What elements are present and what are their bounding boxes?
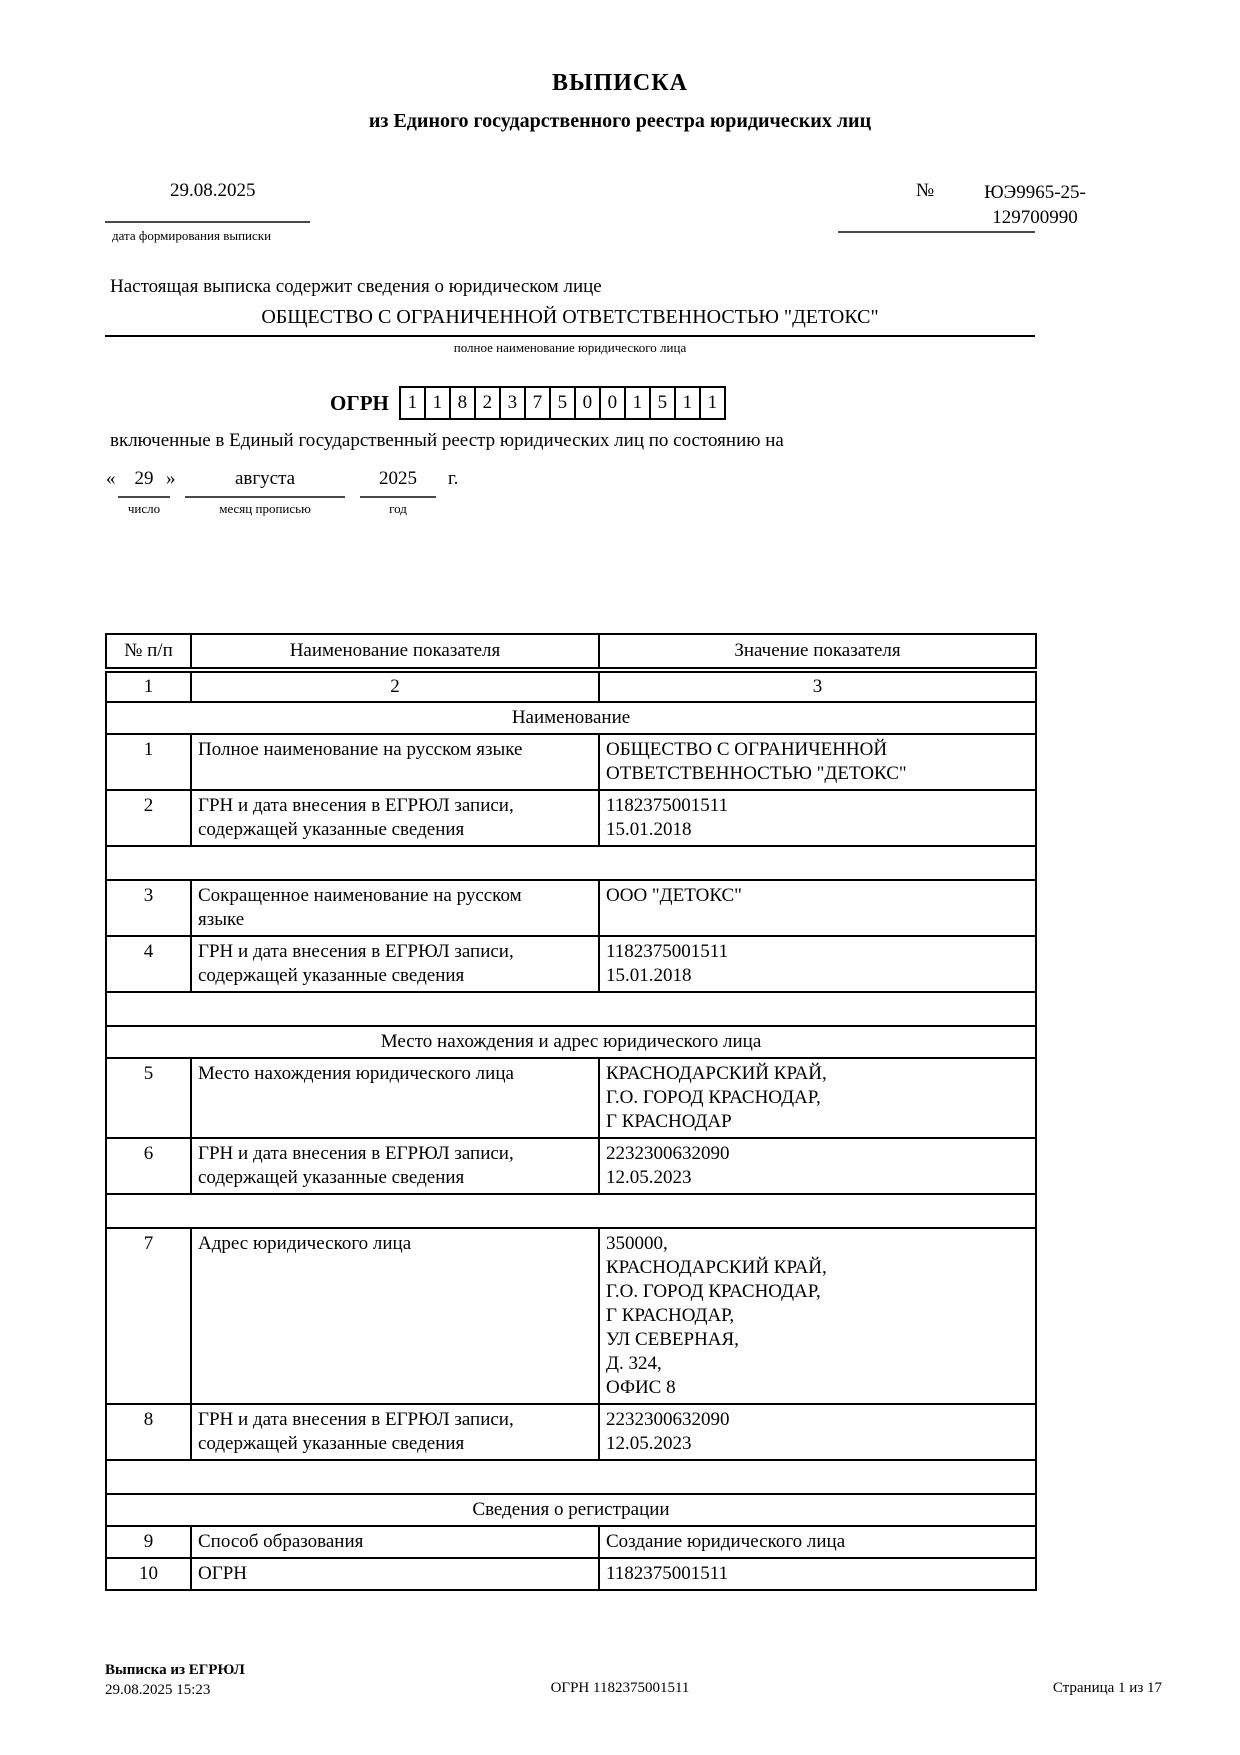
- row-number-cell: 6: [106, 1138, 191, 1194]
- table-row: [106, 790, 1036, 846]
- ogrn-digit-box: 1: [399, 386, 426, 420]
- date-day-label: число: [127, 501, 161, 516]
- ogrn-digit-box: 1: [674, 386, 701, 420]
- indicator-name-cell: [191, 1138, 599, 1194]
- indicators-table: [105, 633, 1037, 1591]
- included-text: включенные в Единый государственный реестр юридических лиц по состоянию на: [110, 430, 784, 451]
- cell-text-line: 1182375001511: [606, 941, 729, 962]
- formation-date: 29.08.2025: [170, 180, 256, 201]
- footer-datetime: 29.08.2025 15:23: [105, 1682, 211, 1698]
- date-month-value: августа: [234, 468, 296, 489]
- ogrn-digit-box: 2: [474, 386, 501, 420]
- column-header-indicator-name: Наименование показателя: [191, 634, 599, 670]
- indicator-name-cell: [191, 1228, 599, 1404]
- table-column-numbers-row: [106, 670, 1036, 702]
- cell-text-line: Г КРАСНОДАР: [606, 1111, 732, 1132]
- cell-text-line: 2232300632090: [606, 1143, 730, 1164]
- indicator-value-cell: [599, 1138, 1036, 1194]
- indicator-name-cell: [191, 734, 599, 790]
- indicator-name-cell: [191, 1558, 599, 1590]
- date-month-label: месяц прописью: [219, 501, 311, 516]
- indicator-value-cell: [599, 1404, 1036, 1460]
- section-title-cell: Сведения о регистрации: [106, 1494, 1036, 1526]
- document-number-line2: 129700990: [992, 207, 1078, 228]
- cell-text-line: содержащей указанные сведения: [198, 1167, 465, 1188]
- document-number-value: [950, 180, 1120, 230]
- indicator-value-cell: [599, 936, 1036, 992]
- document-number-sign: №: [916, 180, 935, 201]
- cell-text-line: Адрес юридического лица: [198, 1233, 412, 1254]
- indicator-value-cell: [599, 1058, 1036, 1138]
- ogrn-digit-box: 0: [599, 386, 626, 420]
- table-row: [106, 734, 1036, 790]
- formation-date-label: дата формирования выписки: [112, 228, 272, 243]
- cell-text-line: Г.О. ГОРОД КРАСНОДАР,: [606, 1087, 821, 1108]
- table-row: [106, 936, 1036, 992]
- cell-text-line: содержащей указанные сведения: [198, 965, 465, 986]
- indicator-value-cell: [599, 1526, 1036, 1558]
- cell-text-line: содержащей указанные сведения: [198, 819, 465, 840]
- row-number-cell: 7: [106, 1228, 191, 1404]
- indicators-table-wrap: [105, 633, 1037, 1591]
- spacer-cell: [106, 1194, 1036, 1228]
- row-number-cell: 8: [106, 1404, 191, 1460]
- intro-text: Настоящая выписка содержит сведения о юридическом лице: [110, 276, 602, 297]
- spacer-cell: [106, 992, 1036, 1026]
- column-header-num: № п/п: [106, 634, 191, 670]
- table-row: [106, 1058, 1036, 1138]
- indicator-name-cell: [191, 790, 599, 846]
- table-row: [106, 1404, 1036, 1460]
- date-open-quote: «: [106, 468, 116, 489]
- date-month-underline: [185, 496, 345, 498]
- row-number-cell: 2: [106, 790, 191, 846]
- indicator-name-cell: [191, 936, 599, 992]
- footer-ogrn: ОГРН 1182375001511: [550, 1680, 690, 1696]
- cell-text-line: Г КРАСНОДАР,: [606, 1305, 735, 1326]
- indicator-value-cell: [599, 790, 1036, 846]
- indicator-name-cell: [191, 1404, 599, 1460]
- cell-text-line: ОБЩЕСТВО С ОГРАНИЧЕННОЙ: [606, 739, 888, 760]
- cell-text-line: ГРН и дата внесения в ЕГРЮЛ записи,: [198, 1409, 514, 1430]
- cell-text-line: 12.05.2023: [606, 1167, 692, 1188]
- section-title-cell: Наименование: [106, 702, 1036, 734]
- ogrn-digit-box: 3: [499, 386, 526, 420]
- row-number-cell: 10: [106, 1558, 191, 1590]
- cell-text-line: 1182375001511: [606, 795, 729, 816]
- cell-text-line: Место нахождения юридического лица: [198, 1063, 514, 1084]
- cell-text-line: ГРН и дата внесения в ЕГРЮЛ записи,: [198, 795, 514, 816]
- spacer-cell: [106, 846, 1036, 880]
- cell-text-line: 15.01.2018: [606, 965, 692, 986]
- table-spacer-row: [106, 1194, 1036, 1228]
- document-title: ВЫПИСКА: [552, 70, 688, 96]
- cell-text-line: ОФИС 8: [606, 1377, 676, 1398]
- ogrn-digit-box: 5: [549, 386, 576, 420]
- table-section-row: [106, 702, 1036, 734]
- cell-text-line: Полное наименование на русском языке: [198, 739, 523, 760]
- indicators-table-body: [106, 702, 1036, 1590]
- ogrn-digit-boxes: [399, 386, 726, 420]
- ogrn-label: ОГРН: [330, 390, 389, 415]
- company-full-name: ОБЩЕСТВО С ОГРАНИЧЕННОЙ ОТВЕТСТВЕННОСТЬЮ "ДЕТОКС": [261, 306, 879, 328]
- date-year-label: год: [389, 501, 407, 516]
- date-day-underline: [118, 496, 170, 498]
- indicator-value-cell: [599, 1228, 1036, 1404]
- document-subtitle: из Единого государственного реестра юридических лиц: [368, 110, 872, 132]
- document-number-line1: ЮЭ9965-25-: [984, 182, 1086, 203]
- table-row: [106, 1526, 1036, 1558]
- row-number-cell: 4: [106, 936, 191, 992]
- row-number-cell: 3: [106, 880, 191, 936]
- date-year-value: 2025: [379, 468, 417, 489]
- cell-text-line: Д. 324,: [606, 1353, 662, 1374]
- indicator-name-cell: [191, 880, 599, 936]
- row-number-cell: 5: [106, 1058, 191, 1138]
- cell-text-line: 15.01.2018: [606, 819, 692, 840]
- indicator-name-cell: [191, 1526, 599, 1558]
- cell-text-line: 12.05.2023: [606, 1433, 692, 1454]
- ogrn-digit-box: 7: [524, 386, 551, 420]
- table-row: [106, 1558, 1036, 1590]
- cell-text-line: ОГРН: [198, 1563, 247, 1584]
- ogrn-digit-box: 8: [449, 386, 476, 420]
- spacer-cell: [106, 1460, 1036, 1494]
- column-number-1: 1: [106, 670, 191, 702]
- table-spacer-row: [106, 1460, 1036, 1494]
- table-row: [106, 1228, 1036, 1404]
- cell-text-line: Сокращенное наименование на русском: [198, 885, 522, 906]
- ogrn-row: [330, 386, 726, 420]
- document-number-underline: [838, 231, 1035, 233]
- ogrn-digit-box: 1: [424, 386, 451, 420]
- ogrn-digit-box: 0: [574, 386, 601, 420]
- formation-date-underline: [105, 221, 310, 223]
- cell-text-line: Создание юридического лица: [606, 1531, 846, 1552]
- section-title-cell: Место нахождения и адрес юридического лица: [106, 1026, 1036, 1058]
- ogrn-digit-box: 1: [699, 386, 726, 420]
- cell-text-line: УЛ СЕВЕРНАЯ,: [606, 1329, 739, 1350]
- cell-text-line: КРАСНОДАРСКИЙ КРАЙ,: [606, 1063, 827, 1084]
- table-row: [106, 880, 1036, 936]
- indicator-value-cell: [599, 734, 1036, 790]
- indicator-name-cell: [191, 1058, 599, 1138]
- cell-text-line: ГРН и дата внесения в ЕГРЮЛ записи,: [198, 1143, 514, 1164]
- table-row: [106, 1138, 1036, 1194]
- column-number-3: 3: [599, 670, 1036, 702]
- row-number-cell: 1: [106, 734, 191, 790]
- cell-text-line: ООО "ДЕТОКС": [606, 885, 742, 906]
- footer-doc-type: Выписка из ЕГРЮЛ: [105, 1662, 245, 1678]
- date-year-suffix: г.: [448, 468, 459, 489]
- cell-text-line: КРАСНОДАРСКИЙ КРАЙ,: [606, 1257, 827, 1278]
- table-spacer-row: [106, 846, 1036, 880]
- table-section-row: [106, 1026, 1036, 1058]
- cell-text-line: ГРН и дата внесения в ЕГРЮЛ записи,: [198, 941, 514, 962]
- table-spacer-row: [106, 992, 1036, 1026]
- ogrn-digit-box: 5: [649, 386, 676, 420]
- cell-text-line: 2232300632090: [606, 1409, 730, 1430]
- ogrn-digit-box: 1: [624, 386, 651, 420]
- footer-page-number: Страница 1 из 17: [1052, 1680, 1162, 1696]
- cell-text-line: Г.О. ГОРОД КРАСНОДАР,: [606, 1281, 821, 1302]
- cell-text-line: ОТВЕТСТВЕННОСТЬЮ "ДЕТОКС": [606, 763, 907, 784]
- cell-text-line: 1182375001511: [606, 1563, 729, 1584]
- cell-text-line: 350000,: [606, 1233, 668, 1254]
- table-section-row: [106, 1494, 1036, 1526]
- row-number-cell: 9: [106, 1526, 191, 1558]
- table-header-row: [106, 634, 1036, 670]
- indicator-value-cell: [599, 880, 1036, 936]
- date-close-quote: »: [166, 468, 176, 489]
- cell-text-line: содержащей указанные сведения: [198, 1433, 465, 1454]
- indicator-value-cell: [599, 1558, 1036, 1590]
- date-day-value: 29: [134, 468, 154, 489]
- cell-text-line: языке: [198, 909, 245, 930]
- column-number-2: 2: [191, 670, 599, 702]
- cell-text-line: Способ образования: [198, 1531, 364, 1552]
- column-header-indicator-value: Значение показателя: [599, 634, 1036, 670]
- date-year-underline: [360, 496, 436, 498]
- company-name-underline: [105, 335, 1035, 337]
- company-name-label: полное наименование юридического лица: [453, 340, 687, 355]
